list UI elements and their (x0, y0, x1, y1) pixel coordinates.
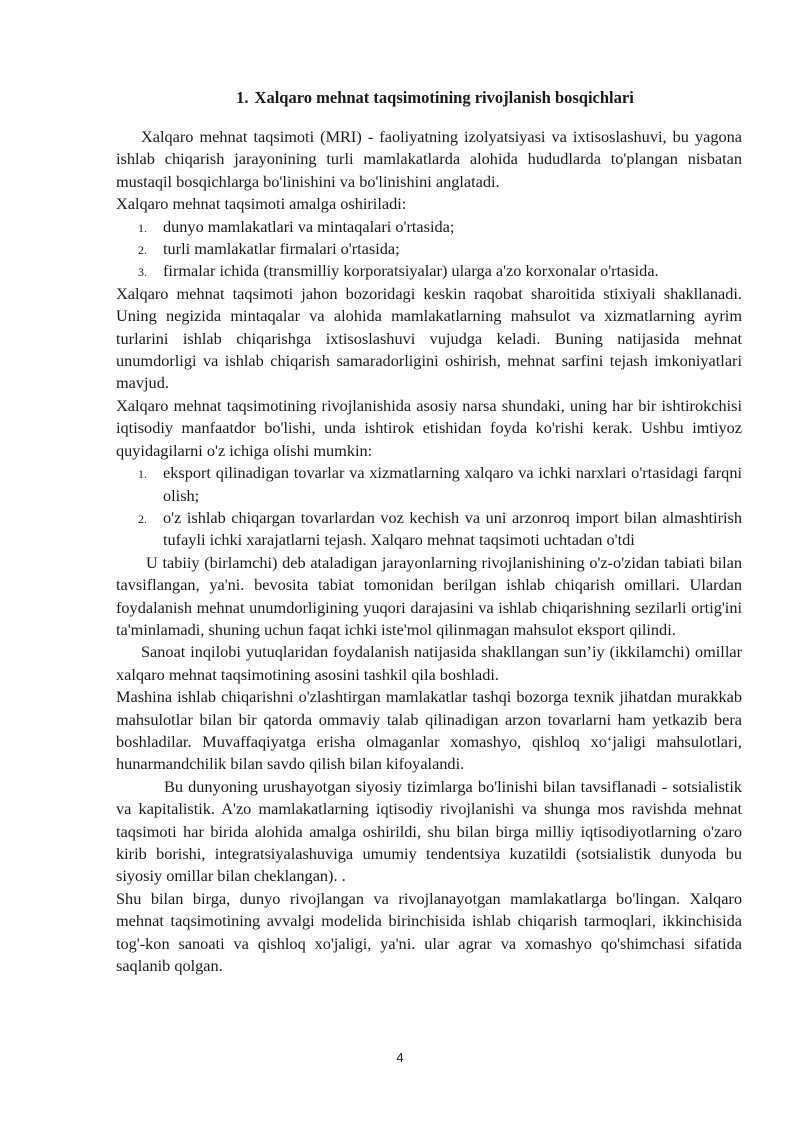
numbered-list-1 (116, 216, 742, 283)
paragraph-2: Xalqaro mehnat taqsimoti amalga oshiriladi: (116, 194, 407, 214)
list-item (116, 507, 742, 552)
paragraph-1: Xalqaro mehnat taqsimoti (MRI) - faoliyatning izolyatsiyasi va ixtisoslashuvi, bu yagona ishlab chiqarish jarayonining turli mamlakatlarda alohida hududlarda to'plangan nisbatan mustaqil bosqichlarga bo'linishini va bo'linishini anglatadi. (116, 127, 742, 191)
paragraph-9: Shu bilan birga, dunyo rivojlangan va rivojlanayotgan mamlakatlarga bo'lingan. Xalqaro mehnat taqsimotining avvalgi modelida birinchisida ishlab chiqarish tarmoqlari, ikkinchisida tog'-kon sanoati va qishloq xo'jaligi, ya'ni. ular agrar va xomashyo qo'shimchasi sifatida saqlanib qolgan. (116, 888, 742, 976)
page-number: 4 (396, 1050, 404, 1065)
list-marker: 2. (138, 511, 147, 526)
list-item-text: turli mamlakatlar firmalari o'rtasida; (163, 239, 400, 259)
paragraph-8: Bu dunyoning urushayotgan siyosiy tizimlarga bo'linishi bilan tavsiflanadi - sotsialistik va kapitalistik. A'zo mamlakatlarning iqtisodiy rivojlanishi va shunga mos ravishda mehnat taqsimoti har birida alohida amalga oshirildi, shu bilan birga milliy iqtisodiyotlarning o'zaro kirib borishi, integratsiyalashuviga umumiy tendentsiya kuzatildi (sotsialistik dunyoda bu siyosiy omillar bilan cheklangan). . (116, 776, 742, 886)
list-marker: 2. (138, 243, 147, 258)
paragraph-3: Xalqaro mehnat taqsimoti jahon bozoridagi keskin raqobat sharoitida stixiyali shakllanadi. Uning negizida mintaqalar va alohida mamlakatlarning mahsulot va xizmatlarning ayrim turlarini ishlab chiqarishga ixtisoslashuvi vujudga keladi. Buning natijasida mehnat unumdorligi va ishlab chiqarish samaradorligini oshirish, mehnat sarfini tejash imkoniyatlari mavjud. (116, 283, 742, 393)
list-item (116, 238, 742, 260)
list-item (116, 260, 742, 282)
paragraph-5: U tabiiy (birlamchi) deb ataladigan jarayonlarning rivojlanishining o'z-o'zidan tabiati bilan tavsiflangan, ya'ni. bevosita tabiat tomonidan berilgan ishlab chiqarish omillari. Ulardan foydalanish mehnat unumdorligining yuqori darajasini va ishlab chiqarishning sezilarli ortig'ini ta'minlamadi, shuning uchun faqat ichki iste'mol qilinmagan mahsulot eksport qilindi. (116, 552, 742, 639)
list-marker: 1. (138, 467, 147, 482)
list-marker: 3. (138, 265, 147, 280)
section-title-text: Xalqaro mehnat taqsimotining rivojlanish bosqichlari (254, 88, 634, 107)
paragraph-7: Mashina ishlab chiqarishni o'zlashtirgan mamlakatlar tashqi bozorga texnik jihatdan murakkab mahsulotlar bilan bir qatorda ommaviy talab qilinadigan arzon tovarlarni ham yetkazib bera boshladilar. Muvaffaqiyatga erisha olmaganlar xomashyo, qishloq xo‘jaligi mahsulotlari, hunarmandchilik bilan savdo qilish bilan kifoyalandi. (116, 687, 742, 774)
list-marker: 1. (138, 220, 147, 235)
list-item-text: dunyo mamlakatlari va mintaqalari o'rtasida; (163, 216, 455, 236)
list-item-text: eksport qilinadigan tovarlar va xizmatlarning xalqaro va ichki narxlari o'rtasidagi farqni olish; (163, 463, 742, 505)
document-body (116, 126, 742, 977)
list-item (116, 216, 742, 238)
section-number: 1. (236, 88, 249, 107)
section-title (0, 86, 800, 110)
paragraph-6: Sanoat inqilobi yutuqlaridan foydalanish natijasida shakllangan sun’iy (ikkilamchi) omillar xalqaro mehnat taqsimotining asosini tashkil qila boshladi. (116, 642, 742, 684)
list-item-text: firmalar ichida (transmilliy korporatsiyalar) ularga a'zo korxonalar o'rtasida. (163, 261, 659, 281)
numbered-list-2 (116, 462, 742, 552)
list-item-text: o'z ishlab chiqargan tovarlardan voz kechish va uni arzonroq import bilan almashtirish tufayli ichki xarajatlarni tejash. Xalqaro mehnat taqsimoti uchtadan o'tdi (163, 507, 742, 550)
paragraph-4: Xalqaro mehnat taqsimotining rivojlanishida asosiy narsa shundaki, uning har bir ishtirokchisi iqtisodiy manfaatdor bo'lishi, unda ishtirok etishidan foyda ko'rishi kerak. Ushbu imtiyoz quyidagilarni o'z ichiga olishi mumkin: (116, 395, 742, 460)
list-item (116, 462, 742, 507)
